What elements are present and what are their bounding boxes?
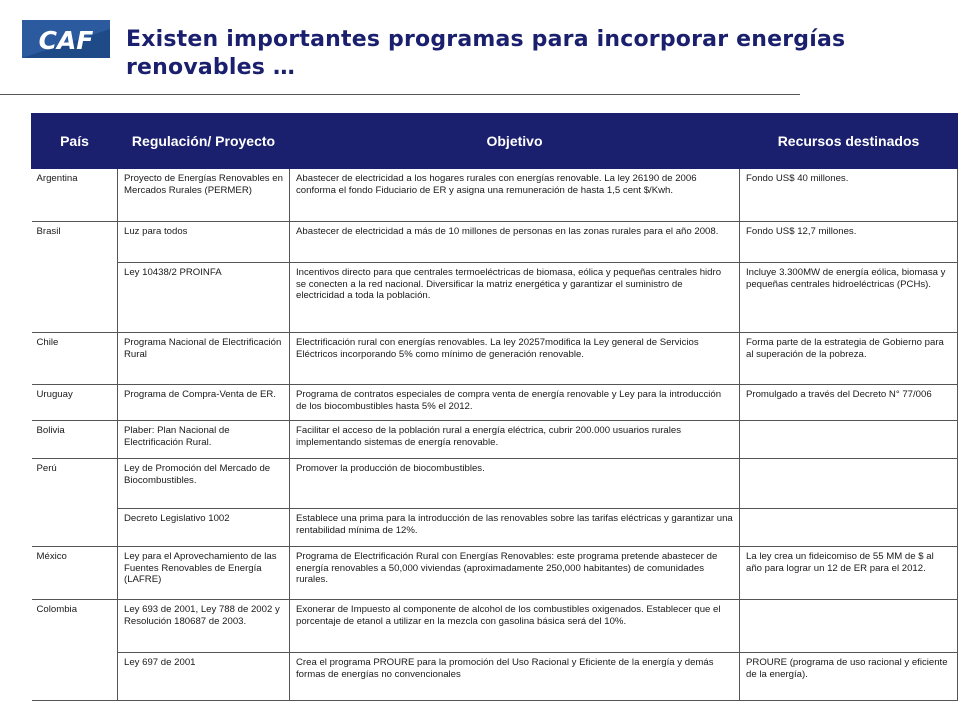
title-divider [0,94,800,95]
cell-regulation: Ley 693 de 2001, Ley 788 de 2002 y Resolución 180687 de 2003. [118,600,290,653]
table-row [32,547,958,600]
cell-objective: Abastecer de electricidad a más de 10 millones de personas en las zonas rurales para el año 2008. [290,222,740,263]
table-row [32,509,958,547]
cell-country [32,263,118,333]
cell-resources: PROURE (programa de uso racional y eficiente de la energía). [740,653,958,701]
table-row [32,385,958,421]
logo-text: CAF [38,26,94,55]
cell-resources: La ley crea un fideicomiso de 55 MM de $ al año para lograr un 12 de ER para el 2012. [740,547,958,600]
cell-objective: Electrificación rural con energías renovables. La ley 20257modifica la Ley general de Servicios Eléctricos incorporando 5% como mínimo de generación renovable. [290,333,740,385]
cell-resources: Incluye 3.300MW de energía eólica, biomasa y pequeñas centrales hidroeléctricas (PCHs). [740,263,958,333]
table-row [32,169,958,222]
cell-objective: Promover la producción de biocombustibles. [290,459,740,509]
table-row [32,421,958,459]
cell-objective: Abastecer de electricidad a los hogares rurales con energías renovable. La ley 26190 de 2006 conforma el fondo Fiduciario de ER y asigna una remuneración de hasta 1,5 cent $/Kwh. [290,169,740,222]
header-resources: Recursos destinados [740,114,958,169]
cell-objective: Programa de contratos especiales de compra venta de energía renovable y Ley para la introducción de los biocombustibles hasta 5% el 2012. [290,385,740,421]
cell-resources [740,421,958,459]
table-row [32,222,958,263]
table-row [32,653,958,701]
cell-regulation: Proyecto de Energías Renovables en Mercados Rurales (PERMER) [118,169,290,222]
cell-country: Perú [32,459,118,509]
cell-regulation: Luz para todos [118,222,290,263]
cell-regulation: Ley 10438/2 PROINFA [118,263,290,333]
cell-resources: Fondo US$ 40 millones. [740,169,958,222]
cell-country: Uruguay [32,385,118,421]
cell-country: Colombia [32,600,118,653]
cell-regulation: Ley de Promoción del Mercado de Biocombustibles. [118,459,290,509]
cell-resources: Forma parte de la estrategia de Gobierno para al superación de la pobreza. [740,333,958,385]
cell-regulation: Programa Nacional de Electrificación Rural [118,333,290,385]
header-country: País [32,114,118,169]
table-row [32,459,958,509]
table-row [32,333,958,385]
cell-resources [740,600,958,653]
cell-objective: Establece una prima para la introducción de las renovables sobre las tarifas eléctricas y garantizar una rentabilidad mínima de 12%. [290,509,740,547]
cell-resources [740,459,958,509]
cell-regulation: Ley para el Aprovechamiento de las Fuentes Renovables de Energía (LAFRE) [118,547,290,600]
cell-resources [740,509,958,547]
header-objective: Objetivo [290,114,740,169]
cell-country: Argentina [32,169,118,222]
cell-objective: Exonerar de Impuesto al componente de alcohol de los combustibles oxigenados. Establecer que el porcentaje de etanol a utilizar en la mezcla con gasolina básica será del 10%. [290,600,740,653]
cell-country [32,653,118,701]
caf-logo [22,20,110,58]
header-regulation: Regulación/ Proyecto [118,114,290,169]
table-row [32,263,958,333]
cell-country [32,509,118,547]
cell-country: Chile [32,333,118,385]
programs-table [31,113,958,701]
cell-regulation: Decreto Legislativo 1002 [118,509,290,547]
cell-country: Brasil [32,222,118,263]
table-header-row [32,114,958,169]
cell-country: México [32,547,118,600]
cell-objective: Programa de Electrificación Rural con Energías Renovables: este programa pretende abastecer de energía renovables a 50,000 viviendas (aproximadamente 250,000 habitantes) de comunidades rurales. [290,547,740,600]
cell-objective: Facilitar el acceso de la población rural a energía eléctrica, cubrir 200.000 usuarios rurales implementando sistemas de energía renovable. [290,421,740,459]
cell-objective: Crea el programa PROURE para la promoción del Uso Racional y Eficiente de la energía y demás formas de energías no convencionales [290,653,740,701]
table-row [32,600,958,653]
cell-objective: Incentivos directo para que centrales termoeléctricas de biomasa, eólica y pequeñas centrales hidro se conecten a la red nacional. Diversificar la matriz energética y garantizar el suministro de electricidad a toda la población. [290,263,740,333]
cell-regulation: Programa de Compra-Venta de ER. [118,385,290,421]
cell-resources: Fondo US$ 12,7 millones. [740,222,958,263]
cell-resources: Promulgado a través del Decreto N° 77/006 [740,385,958,421]
page-title: Existen importantes programas para incorporar energías renovables … [126,27,846,80]
cell-regulation: Ley 697 de 2001 [118,653,290,701]
cell-regulation: Plaber: Plan Nacional de Electrificación Rural. [118,421,290,459]
cell-country: Bolivia [32,421,118,459]
